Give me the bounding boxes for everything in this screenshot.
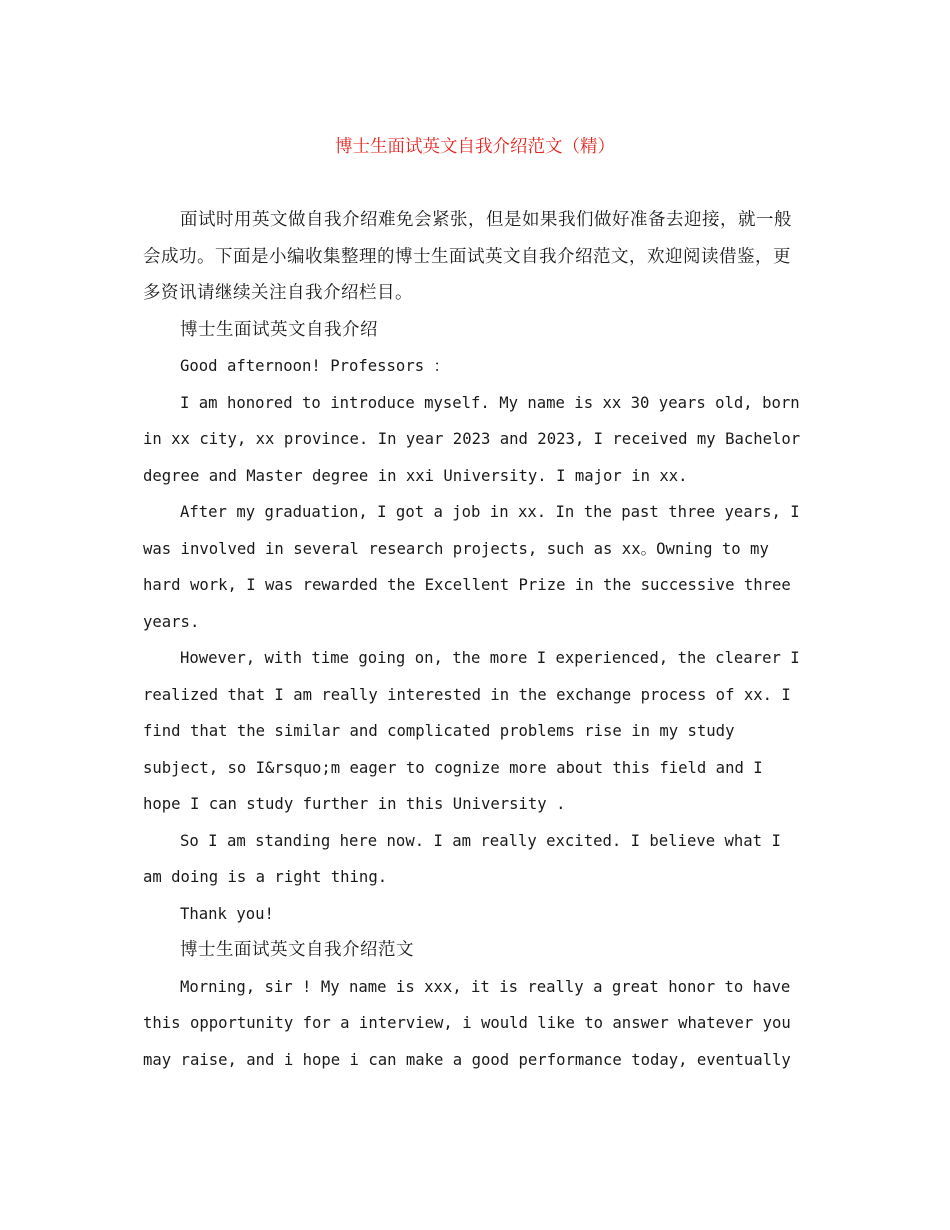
body-paragraph-1: I am honored to introduce myself. My name is xx 30 years old, born in xx city, xx province. In year 2023 and 2023, I received my Bachelor degree and Master degree in xxi University. I major in xx. [143,393,801,485]
body-paragraph-2: After my graduation, I got a job in xx. In the past three years, I was involved in several research projects, such as xx。Owning to my hard work, I was rewarded the Excellent Prize in the successive three years. [143,503,800,631]
closing-paragraph: Thank you! [180,904,274,923]
section-heading-2: 博士生面试英文自我介绍范文 [180,940,414,960]
body-paragraph-3: However, with time going on, the more I experienced, the clearer I realized that I am really interested in the exchange process of xx. I find that the similar and complicated problems rise in my study subject, so I&rsquo;m eager to cognize more about this field and I hope I can study further in this University . [143,649,800,813]
document-body [143,202,807,1078]
section-heading-1: 博士生面试英文自我介绍 [180,319,378,340]
body-paragraph-5: Morning, sir ! My name is xxx, it is really a great honor to have this opportunity for a interview, i would like to answer whatever you may raise, and i hope i can make a good performance today, eventually [143,977,791,1069]
greeting-paragraph: Good afternoon! Professors ： [180,357,450,375]
intro-paragraph: 面试时用英文做自我介绍难免会紧张，但是如果我们做好准备去迎接，就一般会成功。下面是小编收集整理的博士生面试英文自我介绍范文，欢迎阅读借鉴，更多资讯请继续关注自我介绍栏目。 [143,210,792,303]
document-title: 博士生面试英文自我介绍范文（精） [335,137,615,157]
body-paragraph-4: So I am standing here now. I am really excited. I believe what I am doing is a right thing. [143,831,781,886]
